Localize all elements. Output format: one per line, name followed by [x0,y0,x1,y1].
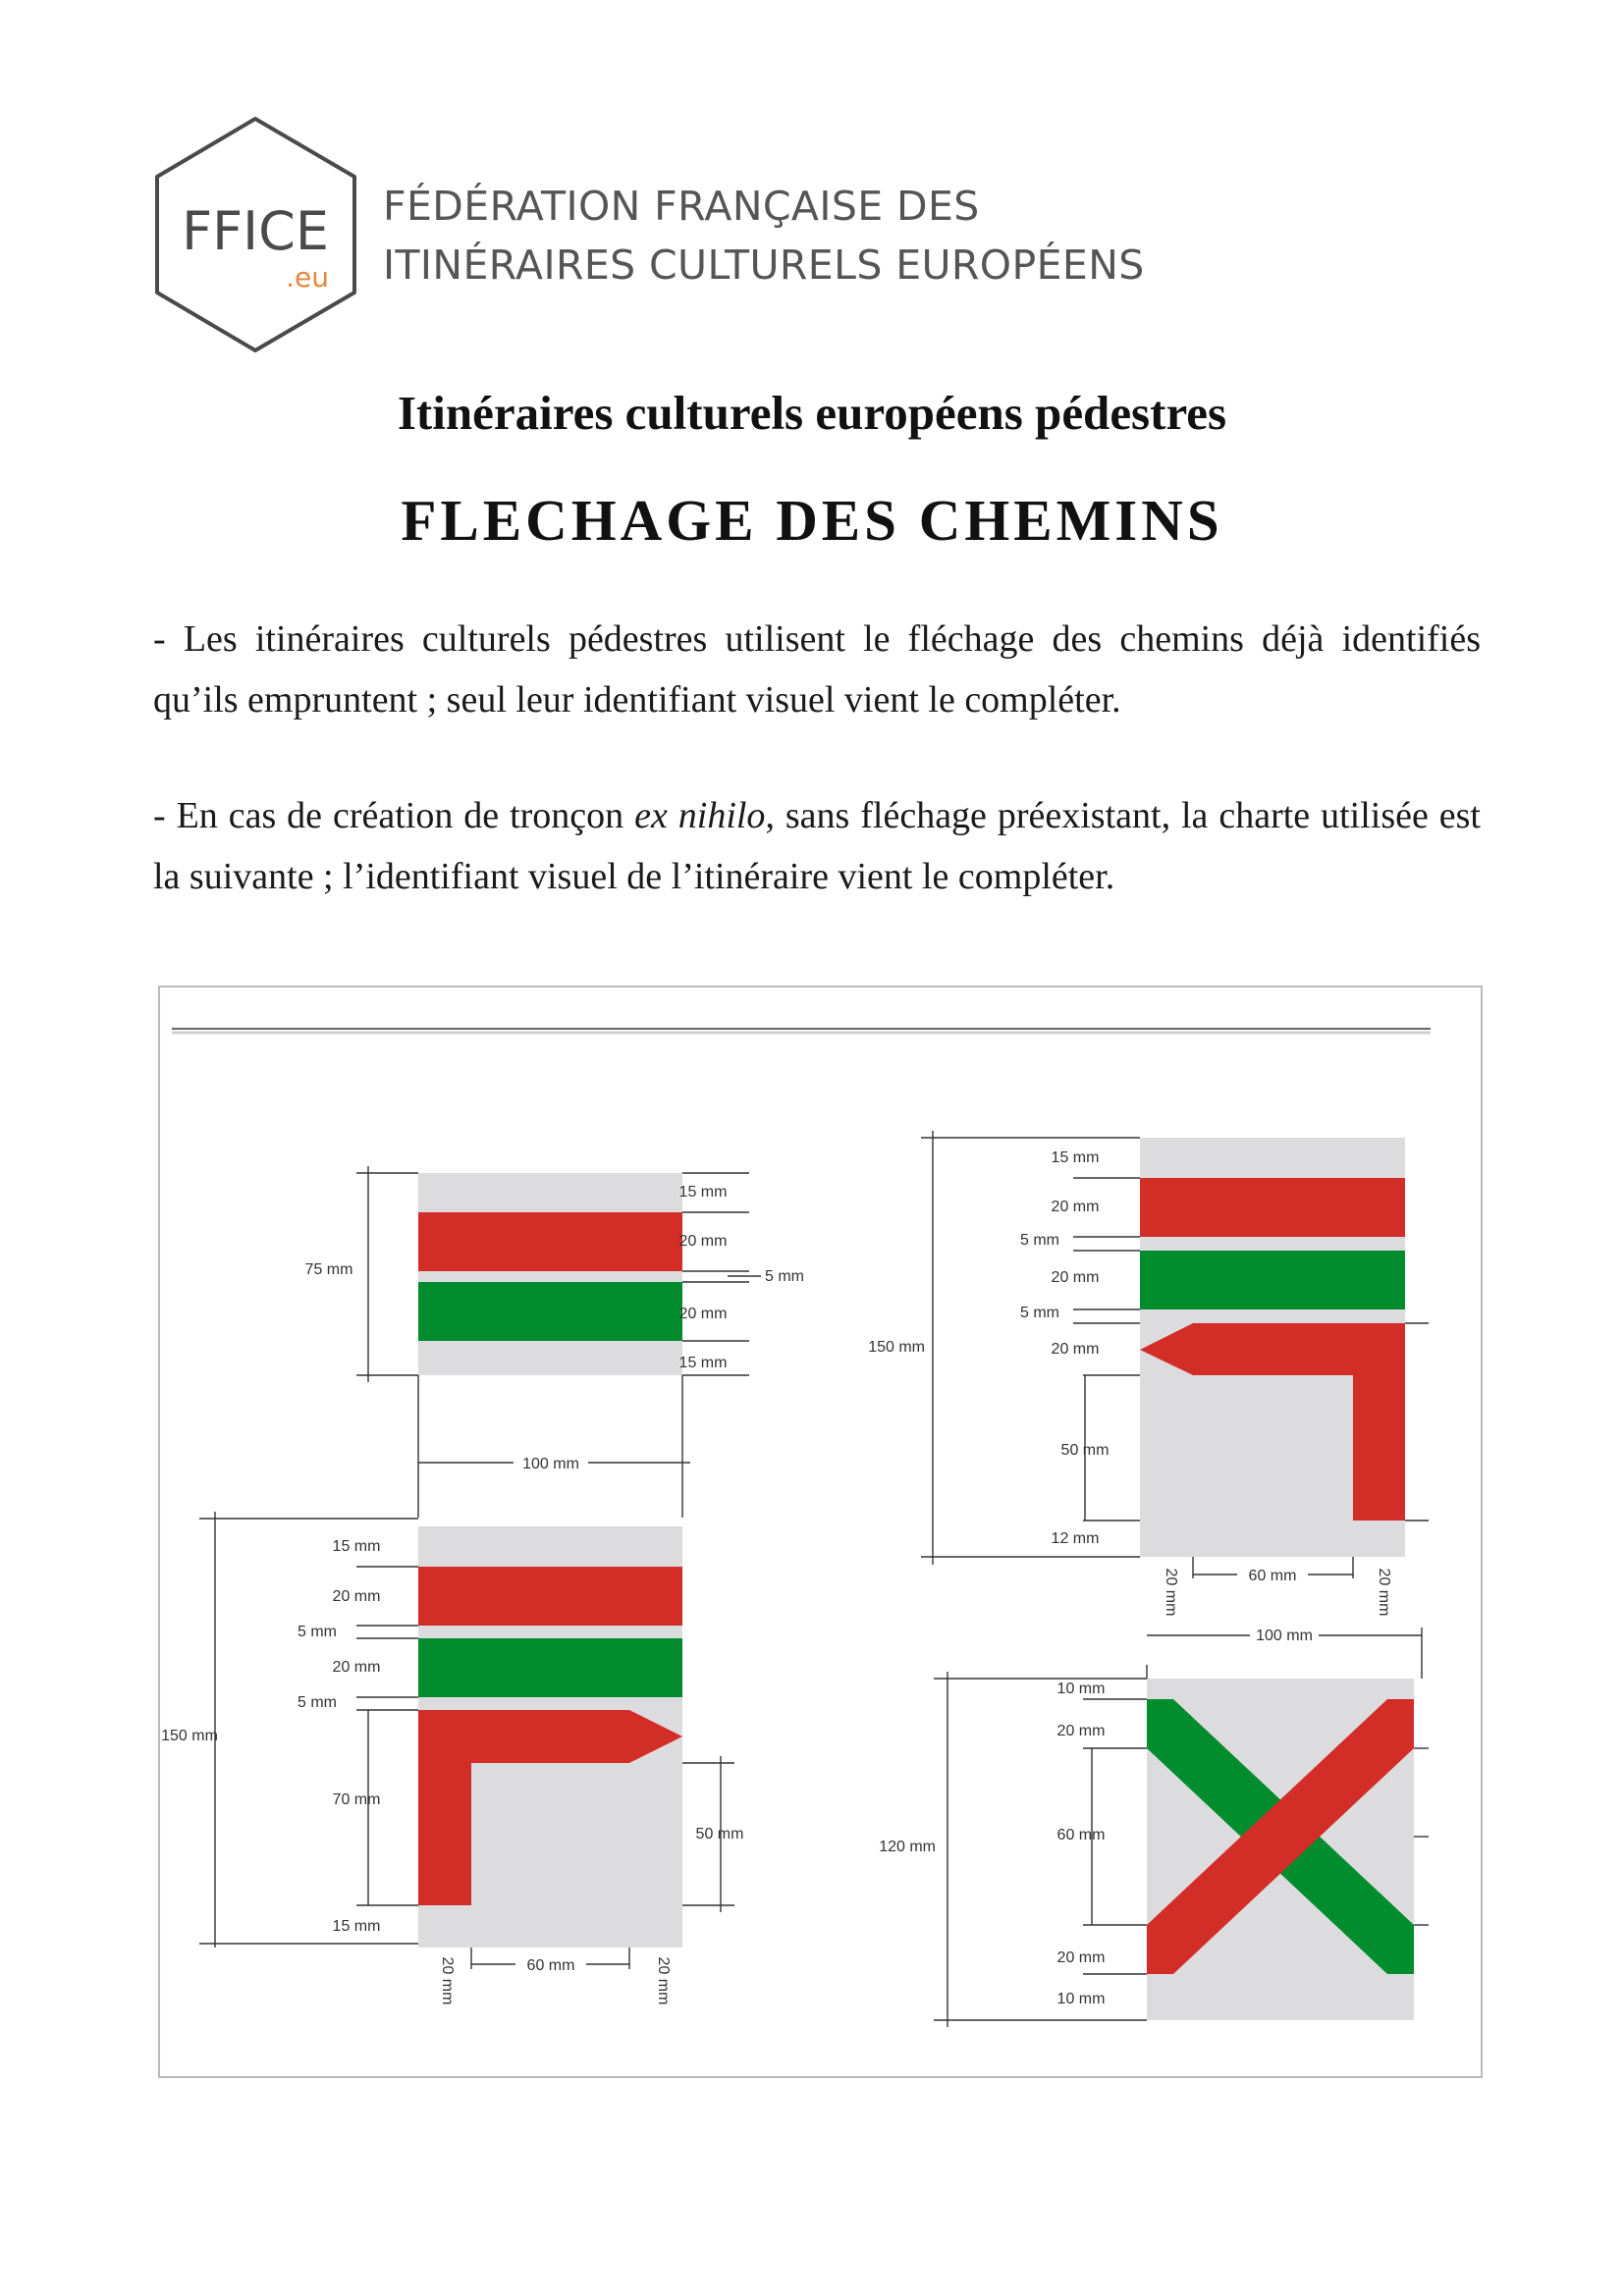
paragraph-emphasis: ex nihilo [634,795,766,836]
dim-row-3: 5 mm [765,1268,804,1285]
ffice-logo [150,114,361,355]
red-band [1140,1178,1405,1237]
dim-height: 120 mm [879,1839,936,1855]
dim-row-7: 15 mm [332,1918,381,1935]
dim-row-1: 10 mm [1056,1681,1106,1697]
dim-row-4: 20 mm [332,1659,381,1676]
dim-row-7: 50 mm [1060,1442,1110,1459]
dim-bottom-right: 20 mm [1376,1568,1392,1617]
diagram-band-marker [305,1166,804,1518]
dim-row-5: 5 mm [1020,1305,1059,1321]
dim-row-5: 15 mm [678,1355,728,1371]
dim-row-2: 20 mm [1051,1199,1100,1215]
diagram-right-arrow [161,1512,743,2004]
paragraph-existing-routes: - Les itinéraires culturels pédestres utilisent le fléchage des chemins déjà identifiés qu’ils empruntent ; seul leur identifiant visuel vient le compléter. [153,618,1481,721]
dim-bottom-right: 20 mm [655,1956,672,2005]
org-name-line2: ITINÉRAIRES CULTURELS EUROPÉENS [383,241,1145,289]
dim-height: 75 mm [304,1261,353,1278]
dim-row-2: 20 mm [1056,1723,1106,1739]
dim-row-8: 12 mm [1051,1530,1100,1547]
paragraph-text-before: - En cas de création de tronçon [153,795,635,836]
green-band [418,1638,682,1697]
dim-row-1: 15 mm [678,1184,728,1201]
document-title: FLECHAGE DES CHEMINS [401,488,1223,553]
dim-row-3: 60 mm [1056,1827,1106,1843]
dim-row-2: 20 mm [678,1233,728,1250]
dim-bottom-middle: 60 mm [526,1957,575,1974]
dim-bottom-left: 20 mm [439,1956,456,2005]
dim-row-5: 10 mm [1056,1991,1106,2007]
dim-row-6: 20 mm [1051,1341,1100,1358]
dim-row-3: 5 mm [298,1624,337,1640]
dim-height: 150 mm [868,1339,925,1356]
dim-row-3: 5 mm [1020,1232,1059,1249]
panel-background [418,1173,682,1375]
paragraph-text-after: , sans fléchage préexistant, la charte utilisée est la suivante ; l’identifiant visuel de l’itinéraire vient le compléter. [153,795,1481,897]
dim-height: 150 mm [161,1728,218,1744]
red-band [418,1212,682,1271]
marking-chart-figure [158,986,1483,2078]
dim-bottom-middle: 60 mm [1248,1568,1297,1584]
diagram-cross [879,1626,1429,2027]
green-band [1140,1251,1405,1309]
dim-row-4: 20 mm [1056,1949,1106,1966]
dim-row-6: 70 mm [332,1791,381,1808]
org-name-line1: FÉDÉRATION FRANÇAISE DES [383,183,980,230]
logo-suffix: .eu [286,261,329,294]
dim-row-1: 15 mm [1051,1149,1100,1166]
dim-row-4: 20 mm [678,1306,728,1322]
green-band [418,1282,682,1341]
document-subtitle: Itinéraires culturels européens pédestres [397,386,1227,440]
dim-width: 100 mm [522,1456,579,1472]
dim-bottom-left: 20 mm [1163,1568,1179,1617]
logo-text: FFICE [182,200,329,262]
dim-row-1: 15 mm [332,1538,381,1555]
paragraph-new-section [153,785,1481,907]
dim-row-2: 20 mm [332,1588,381,1605]
dim-row-4: 20 mm [1051,1269,1100,1286]
dim-side: 50 mm [695,1826,744,1842]
dim-row-5: 5 mm [298,1694,337,1711]
diagram-left-arrow [868,1131,1429,1616]
dim-width: 100 mm [1256,1628,1313,1644]
marking-chart-svg [160,988,1481,2076]
red-band [418,1567,682,1626]
